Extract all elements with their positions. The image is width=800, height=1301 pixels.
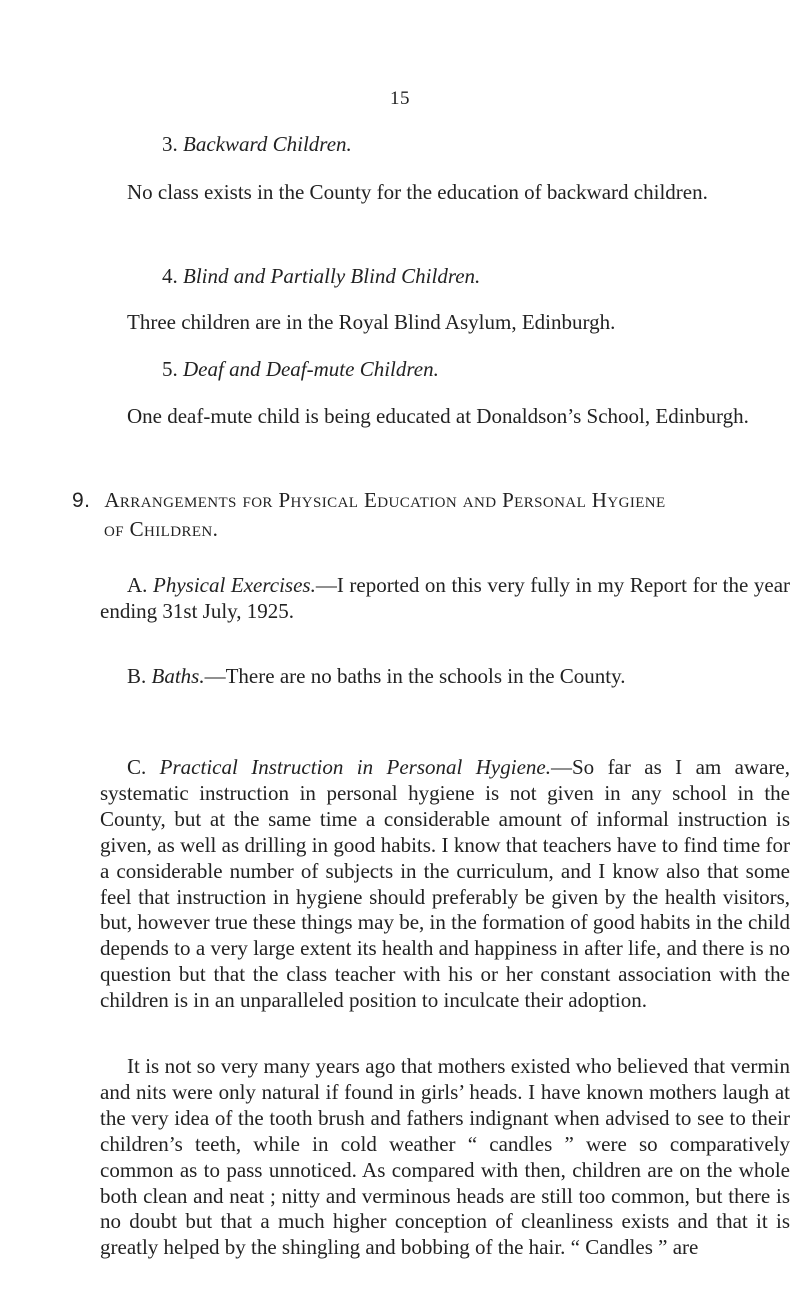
section-heading-backward-children: [162, 132, 352, 157]
paragraph-deaf-children: One deaf-mute child is being educated at Donaldson’s School, Edinburgh.: [127, 404, 749, 428]
subsection-title: Practical Instruction in Personal Hygiene.: [159, 755, 551, 779]
subsection-body: —There are no baths in the schools in the County.: [204, 664, 626, 688]
paragraph-vermin-and-hygiene: It is not so very many years ago that mothers existed who believed that vermin and nits were only natural if found in girls’ heads. I have known mothers laugh at the very idea of the tooth brush and fathers indignant when advised to see to their children’s teeth, while in cold weather “ candles ” were so comparatively common as to pass unnoticed. As compared with then, children are on the whole both clean and neat ; nitty and verminous heads are still too common, but there is no doubt but that a much higher conception of cleanliness exists and that it is greatly helped by the shingling and bobbing of the hair. “ Candles ” are: [100, 1054, 790, 1260]
paragraph-backward-children: No class exists in the County for the education of backward children.: [127, 180, 708, 204]
subsection-label: C.: [127, 755, 147, 779]
subsection-title: Baths.: [151, 664, 205, 688]
subsection-baths: [100, 664, 790, 690]
section-number: 4.: [162, 264, 178, 288]
major-heading-line1: Arrangements for Physical Education and Personal Hygiene: [104, 488, 666, 512]
subsection-title: Physical Exercises.: [153, 573, 316, 597]
section-title: Backward Children.: [183, 132, 352, 156]
page-number: 15: [390, 88, 410, 109]
section-heading-deaf-children: [162, 357, 439, 382]
major-heading-number: 9.: [72, 489, 91, 512]
section-number: 3.: [162, 132, 178, 156]
major-heading-line2: of Children.: [104, 517, 219, 541]
subsection-physical-exercises: [100, 573, 790, 625]
subsection-label: A.: [127, 573, 148, 597]
section-title: Blind and Partially Blind Children.: [183, 264, 481, 288]
subsection-body: —I reported on this very fully in my Report for the year ending 31st July, 1925.: [100, 573, 791, 623]
subsection-body: —So far as I am aware, systematic instruction in personal hygiene is not given in any school in the County, but at the same time a considerable amount of informal instruction is given, as well as drilling in good habits. I know that teachers have to find time for a considerable number of subjects in the curriculum, and I know also that some feel that instruction in hygiene should preferably be given by the health visitors, but, however true these things may be, in the formation of good habits in the child depends to a very large extent its health and happiness in after life, and there is no question but that the class teacher with his or her constant association with the children is in an unparalleled position to inculcate their adoption.: [100, 755, 791, 1013]
major-heading-arrangements: [72, 486, 792, 544]
subsection-personal-hygiene: [100, 755, 790, 1014]
paragraph-blind-children: Three children are in the Royal Blind Asylum, Edinburgh.: [127, 310, 616, 334]
section-heading-blind-children: [162, 264, 480, 289]
section-number: 5.: [162, 357, 178, 381]
subsection-label: B.: [127, 664, 147, 688]
section-title: Deaf and Deaf-mute Children.: [183, 357, 439, 381]
